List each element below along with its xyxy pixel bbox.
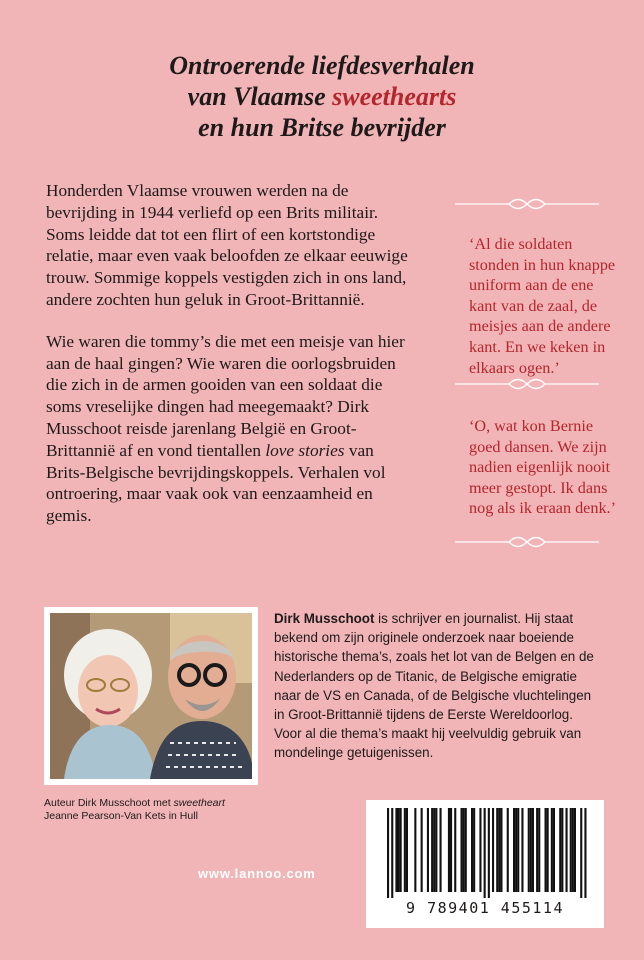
barcode-bar [574,808,576,892]
barcode-bar [471,808,473,892]
blurb-italic-phrase: love stories [265,440,345,460]
barcode-bar [479,808,481,892]
ornament-divider-icon [453,198,601,210]
barcode-bar [580,808,582,898]
barcode-bar [566,808,568,892]
barcode-bar [427,808,429,892]
barcode-bar [547,808,549,892]
caption-end: Jeanne Pearson-Van Kets in Hull [44,810,198,822]
tagline-line-3: en hun Britse bevrijder [198,113,446,142]
barcode-bar [536,808,538,892]
barcode-bar [570,808,572,892]
barcode-bar [398,808,400,892]
quote-1: ‘Al die soldaten stonden in hun knappe uniform aan de ene kant van de zaal, de meisjes aan de andere kant. En we keken in elkaars ogen.’ [469,235,616,377]
barcode-bar [440,808,442,892]
blurb-paragraph-2-start: Wie waren die tommy’s die met een meisje van hier aan de haal gingen? Wie waren die oorlogsbruiden die zich in de armen gooiden van een soldaat die soms vreselijke dingen had meegemaakt? Dirk Musschoot reisde jarenlang België en Groot-Brittannië af en vond tientallen [46,331,405,460]
publisher-website: www.lannoo.com [198,866,316,881]
barcode-bar [492,808,494,892]
blurb-paragraph-2 [46,331,411,527]
barcode-bar [484,808,486,898]
barcode-bar [473,808,475,892]
barcode-bar [507,808,509,892]
barcode-bar [448,808,450,892]
barcode-bar [553,808,555,892]
tagline-line-2-prefix: van Vlaamse [187,82,333,111]
quote-2: ‘O, wat kon Bernie goed dansen. We zijn nadien eigenlijk nooit meer gestopt. Ik dans nog als ik eraan denk.’ [469,417,616,518]
barcode-bar [498,808,500,892]
barcode-bar [465,808,467,892]
barcode-bar [515,808,517,892]
ornament-divider-icon [453,536,601,548]
barcode-bar [461,808,463,892]
tagline-line-2 [0,81,644,112]
isbn-barcode [366,800,604,928]
barcode-bar [572,808,574,892]
barcode-bar [513,808,515,892]
barcode-bar [532,808,534,892]
barcode-bar [435,808,437,892]
ornament-divider-icon [453,378,601,390]
photo-caption [44,797,264,823]
barcode-bar [421,808,423,892]
barcode-bar [414,808,416,892]
isbn-digits: 9 789401 455114 [406,899,564,917]
caption-start: Auteur Dirk Musschoot met [44,797,174,809]
barcode-bar [528,808,530,892]
barcode-bar [488,808,490,898]
author-bio-text: is schrijver en journalist. Hij staat bekend om zijn originele onderzoek naar boeiende historische thema’s, zoals het lot van de Belgen en de Nederlanders op de Titanic, de Belgische emigratie naar de VS en Canada, of de Belgische vluchtelingen in Groot-Brittannië tijdens de Eerste Wereldoorlog. Voor al die thema’s maakt hij veelvuldig gebruik van mondelinge getuigenissen. [274,611,594,761]
barcode-bar [500,808,502,892]
barcode-bar [530,808,532,892]
barcode-bar [584,808,586,898]
barcode-bar [559,808,561,892]
back-cover-tagline [0,50,644,143]
barcode-bar [545,808,547,892]
blurb-paragraph-1: Honderden Vlaamse vrouwen werden na de bevrijding in 1944 verliefd op een Brits militair. Soms leidde dat tot een flirt of een kortstondige relatie, maar even vaak beloofden ze elkaar eeuwige trouw. Sommige koppels vestigden zich in ons land, andere zochten hun geluk in Groot-Brittannië. [46,181,408,309]
barcode-icon [366,800,604,900]
caption-italic-word: sweetheart [173,797,225,809]
barcode-bar [551,808,553,892]
blurb-paragraph-2-end: van Brits-Belgische bevrijdingskoppels. Verhalen vol ontroering, maar vaak ook van eenzaamheid en gemis. [46,440,386,526]
barcode-bar [538,808,540,892]
barcode-bar [431,808,433,892]
author-photo [50,613,252,779]
author-name: Dirk Musschoot [274,611,375,626]
barcode-bar [387,808,389,898]
barcode-bar [395,808,397,892]
blurb-text [46,180,411,527]
barcode-bar [400,808,402,892]
tagline-accent-word: sweethearts [332,82,457,111]
barcode-bar [391,808,393,898]
barcode-bar [433,808,435,892]
author-photo-illustration [50,613,252,779]
barcode-bar [404,808,406,892]
barcode-bar [450,808,452,892]
barcode-bar [496,808,498,892]
barcode-bar [454,808,456,892]
tagline-line-1: Ontroerende liefdesverhalen [169,51,475,80]
barcode-bar [406,808,408,892]
barcode-bar [517,808,519,892]
barcode-bar [521,808,523,892]
author-photo-frame [44,607,258,785]
barcode-bar [561,808,563,892]
author-bio [274,609,604,763]
barcode-bar [463,808,465,892]
